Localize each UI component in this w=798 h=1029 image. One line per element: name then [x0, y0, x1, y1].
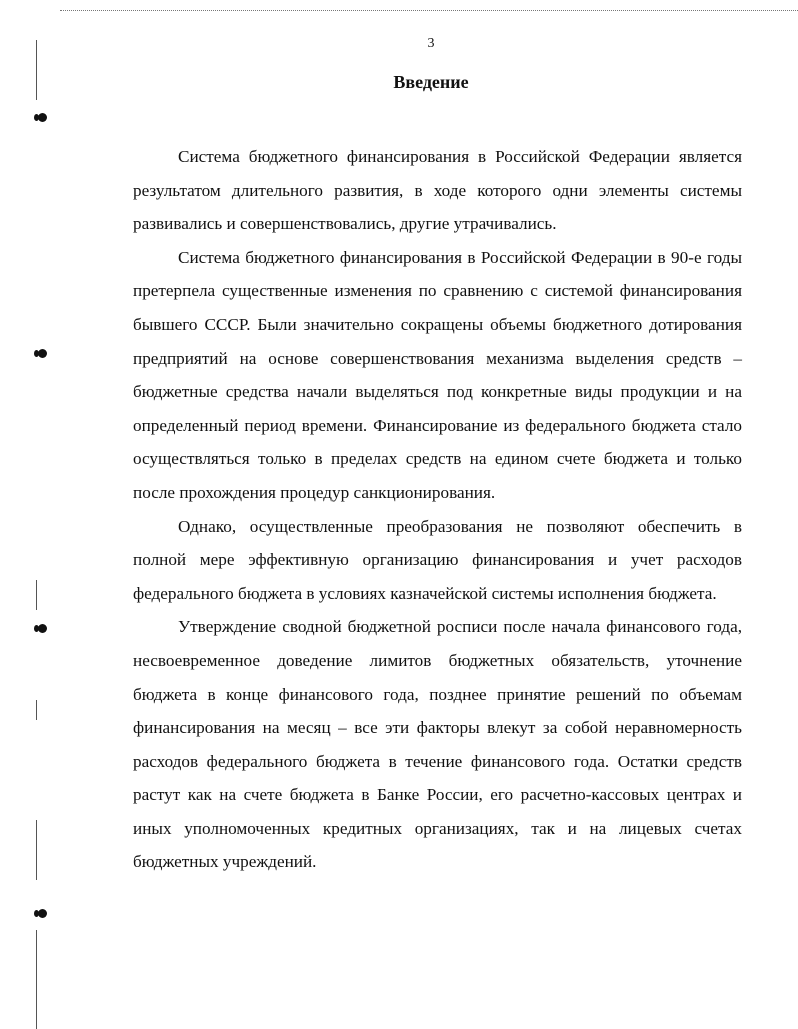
binding-hole-icon [38, 624, 47, 633]
page-title: Введение [393, 72, 469, 92]
paragraph: Утверждение сводной бюджетной росписи после начала финансового года, несвоевременное доведение лимитов бюджетных обязательств, уточнение бюджета в конце финансового года, позднее принятие решений по объемам финансирования на месяц – все эти факторы влекут за собой неравномерность расходов федерального бюджета в течение финансового года. Остатки средств растут как на счете бюджета в Банке России, его расчетно-кассовых центрах и иных уполномоченных кредитных организациях, так и на лицевых счетах бюджетных учреждений. [133, 617, 742, 872]
binding-hole-icon [38, 349, 47, 358]
paragraph: Система бюджетного финансирования в Российской Федерации является результатом длительного развития, в ходе которого одни элементы системы развивались и совершенствовались, другие утрачивались. [133, 147, 742, 234]
scan-margin-line [36, 580, 37, 610]
page-number: 3 [427, 36, 435, 51]
scan-margin-line [36, 40, 37, 100]
document-body [133, 140, 742, 879]
binding-hole-icon [38, 113, 47, 122]
paragraph: Однако, осуществленные преобразования не позволяют обеспечить в полной мере эффективную организацию финансирования и учет расходов федерального бюджета в условиях казначейской системы исполнения бюджета. [133, 516, 742, 603]
scan-margin-line [36, 930, 37, 1029]
scan-margin-line [36, 820, 37, 880]
binding-hole-icon [38, 909, 47, 918]
scan-top-edge [60, 10, 798, 11]
scan-margin-line [36, 700, 37, 720]
paragraph: Система бюджетного финансирования в Российской Федерации в 90-е годы претерпела существенные изменения по сравнению с системой финансирования бывшего СССР. Были значительно сокращены объемы бюджетного дотирования предприятий на основе совершенствования механизма выделения средств – бюджетные средства начали выделяться под конкретные виды продукции и на определенный период времени. Финансирование из федерального бюджета стало осуществляться только в пределах средств на едином счете бюджета и только после прохождения процедур санкционирования. [133, 247, 742, 502]
